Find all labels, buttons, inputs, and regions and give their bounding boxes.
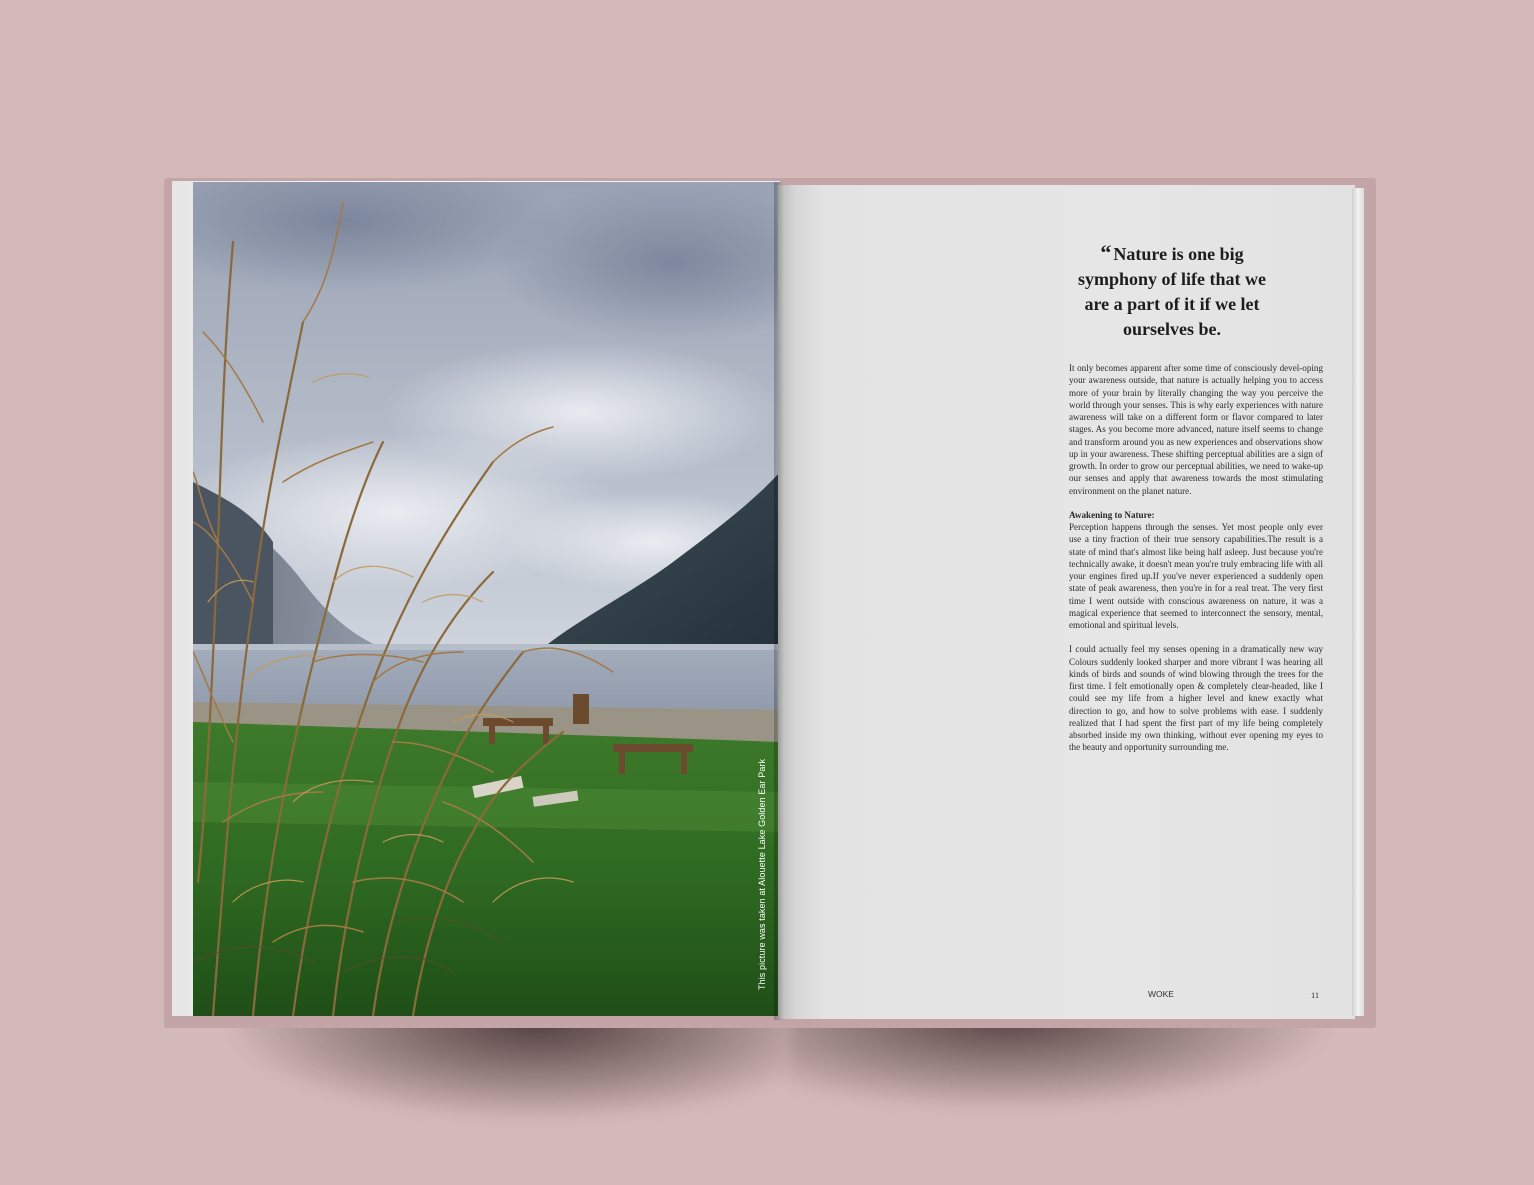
footer-magazine-title: WOKE xyxy=(1148,989,1174,999)
quote-mark-icon: “ xyxy=(1100,240,1112,265)
book-gutter xyxy=(774,182,784,1020)
paragraph-intro: It only becomes apparent after some time of consciously devel-oping your awareness outside, that nature is actually helping you to access more of your brain by literally changing the way you perceive the world through your senses. This is why early experiences with nature awareness will take on a different form or flavor compared to later stages. As you become more advanced, nature itself seems to change and transform around you as new experiences and observations show up in your awareness. These shifting perceptual abilities are a sign of growth. In order to grow our perceptual abilities, we need to wake-up our senses and apply that awareness towards the most stimulating environment on the planet nature. xyxy=(1069,363,1323,496)
paragraph-awakening: Perception happens through the senses. Yet most people only ever use a tiny fraction of their true sensory capabilities.The result is a state of mind that's almost like being half asleep. Just because you're technically awake, it doesn't mean you're truly embracing life with all your engines fired up.If you've never experienced a suddenly open state of peak awareness, then you're in for a real treat. The very first time I went outside with conscious awareness on nature, it was a magical experience that seemed to interconnect the sensory, mental, emotional and spiritual levels. xyxy=(1069,522,1323,630)
article-body xyxy=(1069,362,1323,766)
quote-text: Nature is one big symphony of life that we are a part of it if we let ourselves be. xyxy=(1078,244,1266,339)
right-page-edge xyxy=(1352,188,1364,1016)
lake-photo xyxy=(193,182,780,1016)
section xyxy=(1069,509,1323,632)
page-number: 11 xyxy=(1311,990,1320,1000)
photo-caption: This picture was taken at Alouette Lake Golden Ear Park xyxy=(757,758,767,990)
pull-quote xyxy=(1072,240,1272,342)
section-heading: Awakening to Nature: xyxy=(1069,509,1155,520)
paragraph-senses: I could actually feel my senses opening in a dramatically new way Colours suddenly looked sharper and more vibrant I was hearing all kinds of birds and sounds of wind blowing through the trees for the first time. I felt emotionally open & completely clear-headed, like I could see my life from a higher level and knew exactly what direction to go, and how to solve problems with ease. I suddenly realized that I had spent the first part of my life being completely absorbed inside my own thinking, without ever opening my eyes to the beauty and opportunity surrounding me. xyxy=(1069,644,1323,753)
